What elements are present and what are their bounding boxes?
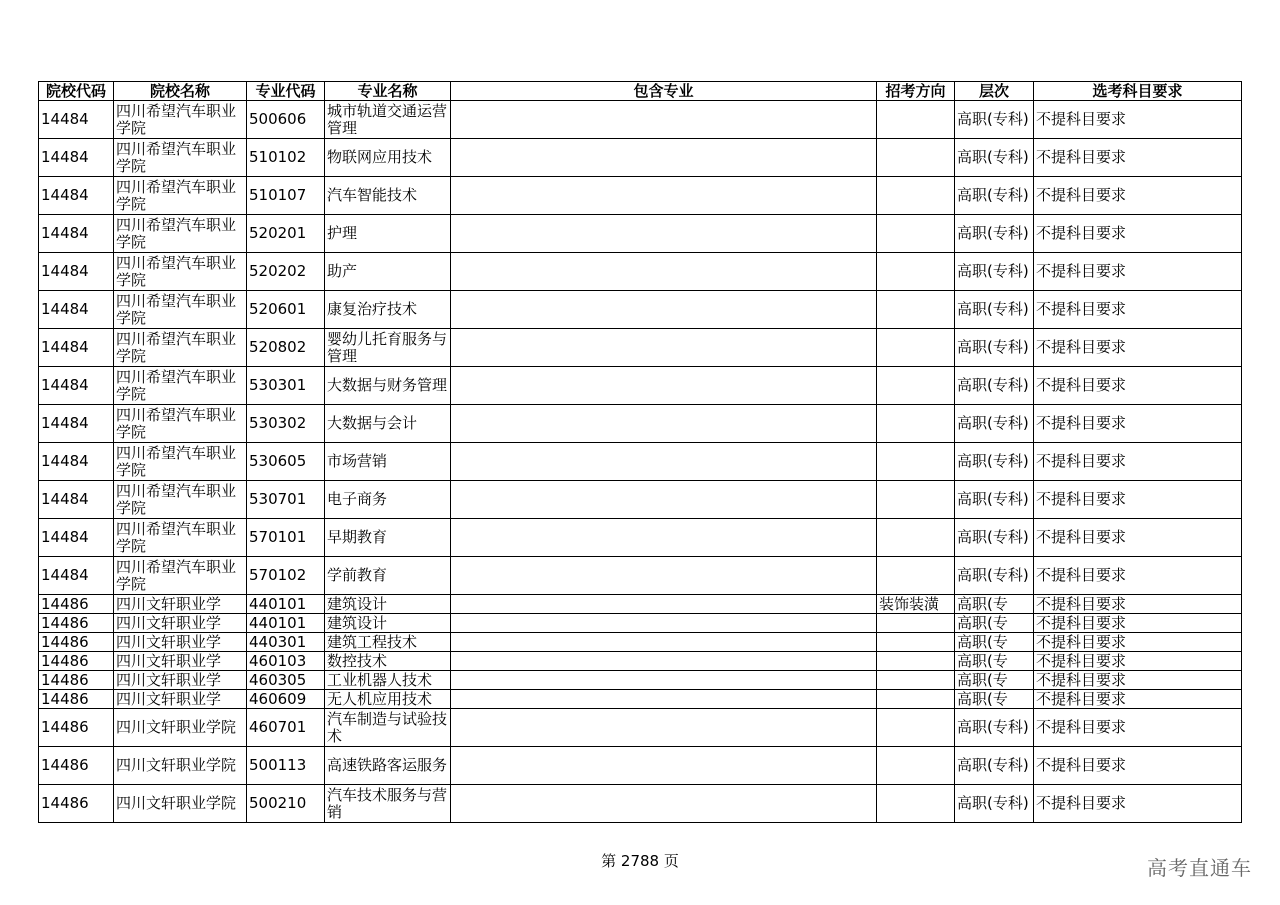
table-row	[39, 709, 1242, 747]
table-row	[39, 481, 1242, 519]
header-row	[39, 82, 1242, 101]
cell-included-majors	[451, 595, 877, 614]
cell-included-majors	[451, 329, 877, 367]
cell-direction	[877, 690, 955, 709]
cell-major-name: 市场营销	[325, 443, 451, 481]
cell-level: 高职(专科)	[955, 443, 1034, 481]
cell-included-majors	[451, 177, 877, 215]
cell-school-code: 14486	[39, 709, 114, 747]
cell-level: 高职(专	[955, 690, 1034, 709]
table-row	[39, 595, 1242, 614]
cell-major-name: 建筑设计	[325, 614, 451, 633]
cell-school-name: 四川文轩职业学院	[114, 785, 247, 823]
cell-major-code: 460609	[247, 690, 325, 709]
admissions-table	[38, 81, 1242, 823]
cell-major-name: 电子商务	[325, 481, 451, 519]
header-direction: 招考方向	[877, 82, 955, 101]
cell-major-code: 520601	[247, 291, 325, 329]
cell-direction	[877, 557, 955, 595]
cell-major-code: 530301	[247, 367, 325, 405]
cell-major-code: 510107	[247, 177, 325, 215]
cell-school-name: 四川文轩职业学	[114, 652, 247, 671]
header-major-code: 专业代码	[247, 82, 325, 101]
cell-school-code: 14484	[39, 101, 114, 139]
cell-subject-requirement: 不提科目要求	[1034, 215, 1242, 253]
cell-school-name: 四川文轩职业学	[114, 595, 247, 614]
cell-level: 高职(专科)	[955, 101, 1034, 139]
cell-subject-requirement: 不提科目要求	[1034, 405, 1242, 443]
cell-school-code: 14484	[39, 405, 114, 443]
cell-level: 高职(专科)	[955, 329, 1034, 367]
cell-school-name: 四川希望汽车职业学院	[114, 443, 247, 481]
cell-major-code: 530701	[247, 481, 325, 519]
cell-school-code: 14484	[39, 253, 114, 291]
cell-subject-requirement: 不提科目要求	[1034, 443, 1242, 481]
cell-school-code: 14486	[39, 690, 114, 709]
cell-major-code: 520802	[247, 329, 325, 367]
cell-major-name: 早期教育	[325, 519, 451, 557]
table-row	[39, 139, 1242, 177]
cell-direction	[877, 329, 955, 367]
cell-subject-requirement: 不提科目要求	[1034, 709, 1242, 747]
cell-school-code: 14484	[39, 519, 114, 557]
cell-direction	[877, 291, 955, 329]
cell-school-code: 14484	[39, 177, 114, 215]
cell-school-code: 14484	[39, 557, 114, 595]
cell-major-code: 500210	[247, 785, 325, 823]
cell-subject-requirement: 不提科目要求	[1034, 177, 1242, 215]
cell-subject-requirement: 不提科目要求	[1034, 367, 1242, 405]
cell-level: 高职(专科)	[955, 253, 1034, 291]
cell-direction	[877, 633, 955, 652]
cell-school-code: 14484	[39, 481, 114, 519]
cell-level: 高职(专科)	[955, 405, 1034, 443]
cell-direction	[877, 671, 955, 690]
cell-included-majors	[451, 652, 877, 671]
cell-subject-requirement: 不提科目要求	[1034, 519, 1242, 557]
cell-direction	[877, 405, 955, 443]
cell-school-code: 14486	[39, 652, 114, 671]
cell-school-code: 14484	[39, 443, 114, 481]
cell-included-majors	[451, 633, 877, 652]
cell-major-code: 460103	[247, 652, 325, 671]
cell-included-majors	[451, 405, 877, 443]
table-row	[39, 329, 1242, 367]
table-row	[39, 652, 1242, 671]
cell-major-name: 学前教育	[325, 557, 451, 595]
table-row	[39, 443, 1242, 481]
cell-major-name: 婴幼儿托育服务与管理	[325, 329, 451, 367]
table-row	[39, 177, 1242, 215]
cell-level: 高职(专科)	[955, 291, 1034, 329]
table-row	[39, 291, 1242, 329]
table-row	[39, 253, 1242, 291]
cell-school-name: 四川希望汽车职业学院	[114, 481, 247, 519]
cell-major-name: 工业机器人技术	[325, 671, 451, 690]
cell-level: 高职(专	[955, 614, 1034, 633]
cell-major-name: 汽车技术服务与营销	[325, 785, 451, 823]
cell-subject-requirement: 不提科目要求	[1034, 747, 1242, 785]
cell-subject-requirement: 不提科目要求	[1034, 652, 1242, 671]
cell-level: 高职(专科)	[955, 709, 1034, 747]
cell-direction	[877, 215, 955, 253]
cell-school-code: 14484	[39, 215, 114, 253]
table-body	[39, 101, 1242, 823]
cell-major-name: 无人机应用技术	[325, 690, 451, 709]
cell-included-majors	[451, 139, 877, 177]
cell-level: 高职(专	[955, 595, 1034, 614]
cell-included-majors	[451, 690, 877, 709]
cell-major-name: 建筑工程技术	[325, 633, 451, 652]
cell-major-name: 大数据与财务管理	[325, 367, 451, 405]
header-major-name: 专业名称	[325, 82, 451, 101]
cell-major-code: 520202	[247, 253, 325, 291]
cell-included-majors	[451, 785, 877, 823]
cell-school-name: 四川希望汽车职业学院	[114, 329, 247, 367]
cell-school-name: 四川希望汽车职业学院	[114, 253, 247, 291]
cell-included-majors	[451, 614, 877, 633]
cell-major-name: 大数据与会计	[325, 405, 451, 443]
cell-major-code: 500606	[247, 101, 325, 139]
cell-subject-requirement: 不提科目要求	[1034, 557, 1242, 595]
cell-school-code: 14486	[39, 595, 114, 614]
cell-direction	[877, 709, 955, 747]
table-row	[39, 405, 1242, 443]
cell-level: 高职(专科)	[955, 177, 1034, 215]
cell-subject-requirement: 不提科目要求	[1034, 671, 1242, 690]
cell-subject-requirement: 不提科目要求	[1034, 614, 1242, 633]
cell-school-code: 14484	[39, 291, 114, 329]
cell-school-name: 四川希望汽车职业学院	[114, 215, 247, 253]
cell-major-code: 460701	[247, 709, 325, 747]
cell-major-code: 440301	[247, 633, 325, 652]
cell-school-name: 四川希望汽车职业学院	[114, 291, 247, 329]
header-subject-requirement: 选考科目要求	[1034, 82, 1242, 101]
cell-major-name: 汽车制造与试验技术	[325, 709, 451, 747]
cell-school-name: 四川希望汽车职业学院	[114, 557, 247, 595]
page-number: 第 2788 页	[601, 852, 679, 870]
cell-direction: 装饰装潢	[877, 595, 955, 614]
cell-included-majors	[451, 101, 877, 139]
cell-major-name: 护理	[325, 215, 451, 253]
cell-included-majors	[451, 557, 877, 595]
table-row	[39, 690, 1242, 709]
cell-major-name: 汽车智能技术	[325, 177, 451, 215]
cell-direction	[877, 614, 955, 633]
cell-direction	[877, 177, 955, 215]
cell-included-majors	[451, 215, 877, 253]
cell-major-name: 物联网应用技术	[325, 139, 451, 177]
cell-major-code: 570101	[247, 519, 325, 557]
cell-subject-requirement: 不提科目要求	[1034, 139, 1242, 177]
cell-school-code: 14484	[39, 367, 114, 405]
table-row	[39, 367, 1242, 405]
cell-school-name: 四川文轩职业学	[114, 690, 247, 709]
cell-subject-requirement: 不提科目要求	[1034, 101, 1242, 139]
cell-major-code: 570102	[247, 557, 325, 595]
cell-major-code: 440101	[247, 595, 325, 614]
table-row	[39, 519, 1242, 557]
cell-subject-requirement: 不提科目要求	[1034, 785, 1242, 823]
cell-direction	[877, 253, 955, 291]
cell-subject-requirement: 不提科目要求	[1034, 253, 1242, 291]
cell-direction	[877, 747, 955, 785]
cell-subject-requirement: 不提科目要求	[1034, 595, 1242, 614]
cell-level: 高职(专科)	[955, 139, 1034, 177]
table-row	[39, 785, 1242, 823]
table-row	[39, 215, 1242, 253]
cell-direction	[877, 785, 955, 823]
cell-subject-requirement: 不提科目要求	[1034, 291, 1242, 329]
cell-subject-requirement: 不提科目要求	[1034, 329, 1242, 367]
cell-subject-requirement: 不提科目要求	[1034, 633, 1242, 652]
cell-major-code: 530605	[247, 443, 325, 481]
cell-major-name: 高速铁路客运服务	[325, 747, 451, 785]
cell-school-name: 四川文轩职业学	[114, 614, 247, 633]
cell-school-code: 14486	[39, 785, 114, 823]
cell-school-name: 四川希望汽车职业学院	[114, 139, 247, 177]
cell-level: 高职(专科)	[955, 215, 1034, 253]
cell-major-code: 440101	[247, 614, 325, 633]
cell-direction	[877, 652, 955, 671]
cell-level: 高职(专科)	[955, 557, 1034, 595]
table-row	[39, 671, 1242, 690]
cell-direction	[877, 481, 955, 519]
header-school-code: 院校代码	[39, 82, 114, 101]
cell-included-majors	[451, 709, 877, 747]
cell-major-name: 数控技术	[325, 652, 451, 671]
cell-included-majors	[451, 367, 877, 405]
cell-level: 高职(专科)	[955, 747, 1034, 785]
cell-level: 高职(专科)	[955, 785, 1034, 823]
cell-level: 高职(专科)	[955, 481, 1034, 519]
cell-included-majors	[451, 481, 877, 519]
cell-major-code: 520201	[247, 215, 325, 253]
cell-direction	[877, 139, 955, 177]
cell-level: 高职(专科)	[955, 367, 1034, 405]
header-included-majors: 包含专业	[451, 82, 877, 101]
cell-major-name: 康复治疗技术	[325, 291, 451, 329]
cell-school-name: 四川文轩职业学院	[114, 709, 247, 747]
cell-major-name: 城市轨道交通运营管理	[325, 101, 451, 139]
cell-level: 高职(专	[955, 652, 1034, 671]
cell-level: 高职(专	[955, 671, 1034, 690]
cell-major-name: 助产	[325, 253, 451, 291]
cell-direction	[877, 519, 955, 557]
header-level: 层次	[955, 82, 1034, 101]
watermark: 高考直通车	[1147, 856, 1252, 880]
cell-level: 高职(专	[955, 633, 1034, 652]
cell-included-majors	[451, 747, 877, 785]
table-row	[39, 101, 1242, 139]
table-row	[39, 614, 1242, 633]
cell-included-majors	[451, 519, 877, 557]
cell-school-code: 14484	[39, 139, 114, 177]
cell-school-name: 四川希望汽车职业学院	[114, 519, 247, 557]
cell-included-majors	[451, 443, 877, 481]
cell-direction	[877, 101, 955, 139]
cell-school-name: 四川希望汽车职业学院	[114, 177, 247, 215]
header-school-name: 院校名称	[114, 82, 247, 101]
cell-included-majors	[451, 253, 877, 291]
cell-subject-requirement: 不提科目要求	[1034, 690, 1242, 709]
cell-school-code: 14486	[39, 614, 114, 633]
cell-level: 高职(专科)	[955, 519, 1034, 557]
cell-included-majors	[451, 291, 877, 329]
table-row	[39, 747, 1242, 785]
table-row	[39, 633, 1242, 652]
cell-school-code: 14486	[39, 671, 114, 690]
cell-school-name: 四川希望汽车职业学院	[114, 367, 247, 405]
cell-major-code: 530302	[247, 405, 325, 443]
cell-major-code: 460305	[247, 671, 325, 690]
cell-subject-requirement: 不提科目要求	[1034, 481, 1242, 519]
cell-school-code: 14484	[39, 329, 114, 367]
cell-direction	[877, 367, 955, 405]
cell-major-code: 510102	[247, 139, 325, 177]
cell-direction	[877, 443, 955, 481]
cell-school-name: 四川文轩职业学院	[114, 747, 247, 785]
table-row	[39, 557, 1242, 595]
cell-included-majors	[451, 671, 877, 690]
cell-major-name: 建筑设计	[325, 595, 451, 614]
cell-school-name: 四川文轩职业学	[114, 671, 247, 690]
cell-school-code: 14486	[39, 747, 114, 785]
cell-school-name: 四川希望汽车职业学院	[114, 101, 247, 139]
cell-major-code: 500113	[247, 747, 325, 785]
cell-school-code: 14486	[39, 633, 114, 652]
cell-school-name: 四川希望汽车职业学院	[114, 405, 247, 443]
cell-school-name: 四川文轩职业学	[114, 633, 247, 652]
